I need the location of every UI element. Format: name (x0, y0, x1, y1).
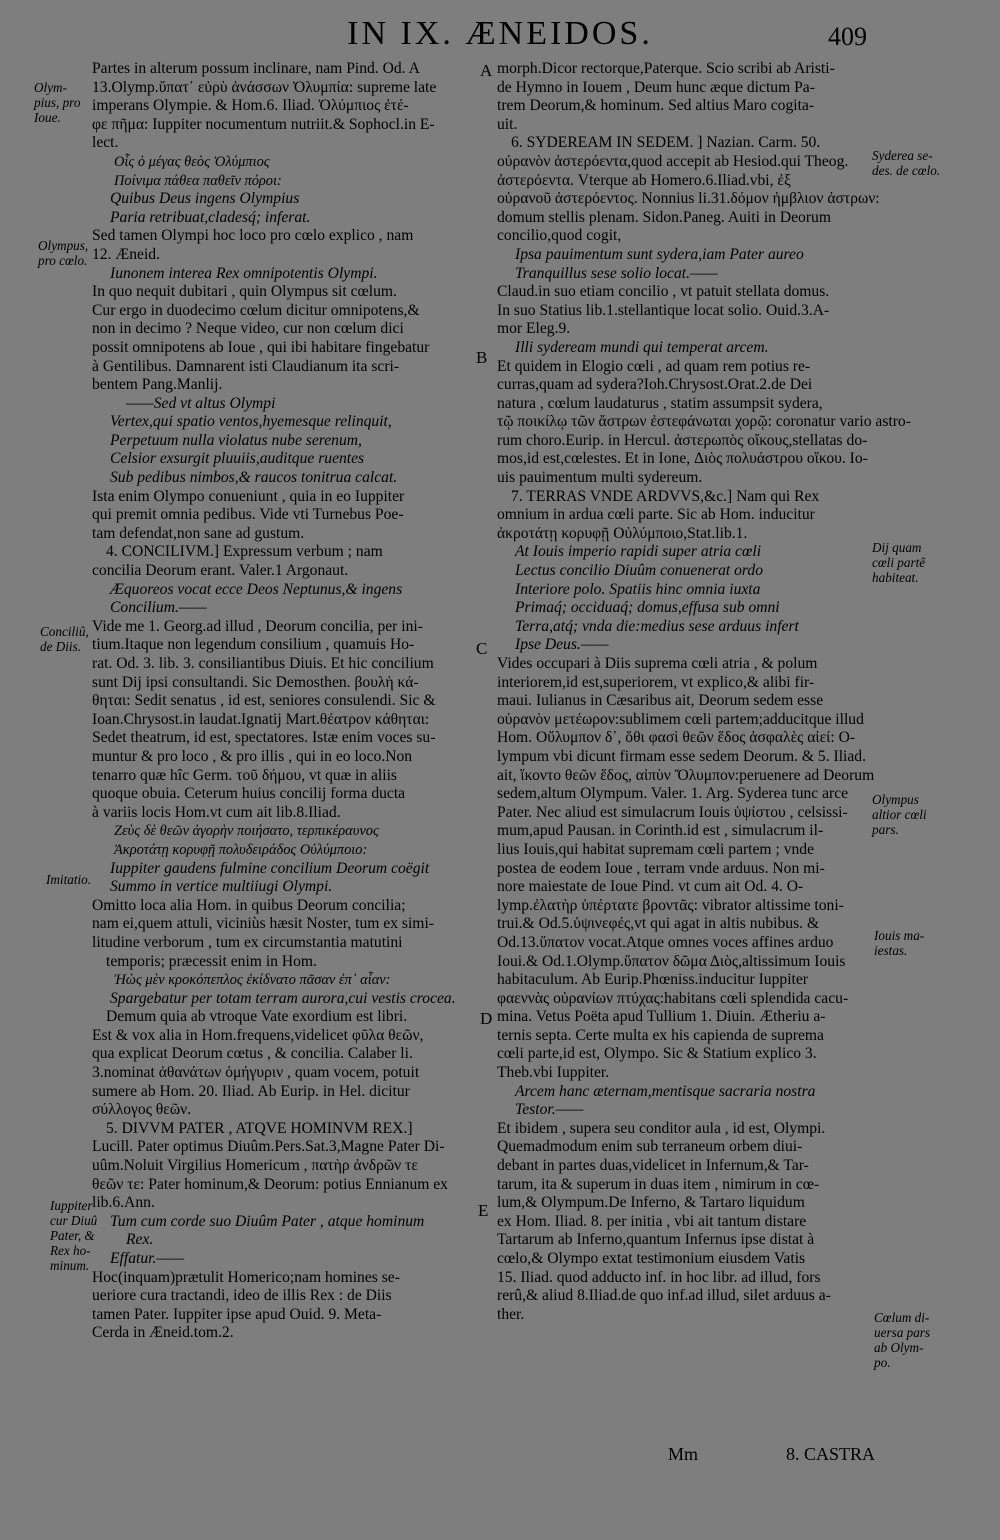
text-line: 15. Iliad. quod adducto inf. in hoc libr. ad illud, fors (497, 1268, 821, 1286)
text-line: Iuppiter gaudens fulmine concilium Deorum coëgit (110, 859, 430, 877)
text-line: Tartarum ab Inferno,quantum Infernus ipse distat à (497, 1231, 815, 1249)
margin-note-line: uersa pars (874, 1325, 931, 1340)
margin-note-line: minum. (50, 1258, 90, 1273)
text-line: Omitto loca alia Hom. in quibus Deorum concilia; (92, 896, 406, 914)
text-line: Tranquillus sese solio locat.—— (515, 264, 718, 282)
text-line: temporis; præcessit enim in Hom. (106, 952, 317, 970)
text-line: mos,id est,cœlestes. Et in Ione, Διὸς πολυάστρου οἴκου. Io- (497, 450, 868, 468)
text-line: Testor.—— (515, 1101, 584, 1119)
running-head: IN IX. ÆNEIDOS. (347, 15, 653, 52)
text-line: Sed tamen Olympi hoc loco pro cœlo explico , nam (92, 227, 414, 245)
text-line: trui.& Od.5.ὑψινεφές,vt qui agat in altis nubibus. & (497, 915, 820, 933)
text-line: Ἠὼς μὲν κροκόπεπλος ἐκίδνατο πᾶσαν ἐπ᾽ αἶαν: (114, 972, 391, 989)
section-letter-b: B (476, 348, 488, 367)
text-line: tium.Itaque non legendum consilium , quamuis Ho- (92, 636, 415, 654)
text-line: concilia Deorum erant. Valer.1 Argonaut. (92, 562, 349, 580)
section-letter-d: D (480, 1009, 493, 1028)
text-line: tamen Pater. Iuppiter ipse apud Ouid. 9. Meta- (92, 1305, 382, 1323)
text-line: rerû,& aliud 8.Iliad.de quo inf.ad illud, silet arduus a- (497, 1287, 831, 1305)
text-line: qui premit omnia pedibus. Vide vti Turnebus Poe- (92, 506, 404, 524)
text-line: Summo in vertice multiiugi Olympi. (110, 878, 333, 896)
text-line: rat. Od. 3. lib. 3. consiliantibus Diuis. Et hic concilium (92, 655, 434, 672)
text-line: 4. CONCILIVM.] Expressum verbum ; nam (106, 543, 383, 561)
text-line: ἀκροτάτῃ κορυφῇ Οὐλύμποιο,Stat.lib.1. (497, 524, 748, 542)
text-line: uis pauimentum multi sydereum. (497, 469, 703, 487)
catchword: 8. CASTRA (786, 1444, 876, 1464)
text-line: debant in partes duas,videlicet in Infernum,& Tar- (497, 1157, 809, 1175)
text-line: non in decimo ? Neque video, cur non cœlum dici (92, 320, 404, 338)
text-line: Ipsa pauimentum sunt sydera,iam Pater aureo (515, 245, 804, 263)
text-line: litudine verborum , tum ex circumstantia matutini (92, 933, 403, 951)
margin-note-left (40, 624, 89, 654)
text-line: à Gentilibus. Damnarent isti Claudianum ita scri- (92, 357, 400, 375)
text-line: Ioan.Chrysost.in laudat.Ignatij Mart.θέατρον κάθηται: (92, 710, 430, 728)
text-line: Perpetuum nulla violatus nube serenum, (110, 431, 362, 449)
text-line: Hoc(inquam)prætulit Homerico;nam homines se- (92, 1268, 400, 1286)
text-line: Arcem hanc æternam,mentisque sacraria nostra (515, 1082, 816, 1100)
text-line: 6. SYDEREAM IN SEDEM. ] Nazian. Carm. 50. (511, 134, 821, 152)
text-line: Lucill. Pater optimus Diuûm.Pers.Sat.3,Magne Pater Di- (92, 1138, 445, 1156)
text-line: Sedet theatrum, id est, spectatores. Istæ enim voces su- (92, 729, 436, 747)
text-line: Ipse Deus.—— (515, 636, 609, 654)
text-line: Lectus concilio Diuûm conuenerat ordo (515, 562, 764, 580)
margin-note-line: Pater, & (50, 1228, 95, 1243)
text-line: Claud.in suo etiam concilio , vt patuit stellata domus. (497, 283, 830, 301)
text-line: morph.Dicor rectorque,Paterque. Scio scribi ab Aristi- (497, 60, 835, 77)
text-line: domum stellis plenam. Sidon.Paneg. Auiti in Deorum (497, 208, 831, 226)
text-line: Pater. Nec aliud est simulacrum Iouis ὑψίστου , celsissi- (497, 803, 848, 821)
margin-note-line: Conciliû, (40, 624, 89, 639)
text-line: quoque obuia. Ceterum huius concilij forma ducta (92, 785, 406, 803)
text-line: tam defendat,non sane ad gustum. (92, 524, 305, 542)
text-line: natura , cœlum laudaturus , statim assumpsit sydera, (497, 394, 823, 412)
margin-note-right (872, 792, 927, 837)
margin-note-line: des. de cœlo. (872, 163, 941, 178)
text-line: Æquoreos vocat ecce Deos Neptunus,& ingens (110, 580, 403, 598)
text-line: φε πῆμα: Iuppiter nocumentum nutriit.& Sophocl.in E- (92, 115, 435, 133)
text-line: mum,apud Pausan. in Corinth.id est , simulacrum il- (497, 822, 824, 840)
text-line: θηται: Sedit senatus , id est, seniores consulendi. Sic & (92, 692, 436, 710)
text-line: 3.nominat ἀθανάτων ὁμήγυριν , quam vocem, potuit (92, 1064, 420, 1082)
text-line: cœli parte,id est, Olympo. Sic & Statium explico 3. (497, 1045, 817, 1063)
text-line: curras,quam ad sydera?Ioh.Chrysost.Orat.2.de Dei (497, 376, 813, 394)
margin-note-line: pro cœlo. (38, 253, 88, 268)
text-line: imperans Olympie. & Hom.6. Iliad. Ὀλύμπιος ἐτέ- (92, 97, 409, 115)
text-line: mina. Vetus Poëta apud Tullium 1. Diuin. Ætheriu a- (497, 1008, 826, 1026)
text-line: Quemadmodum enim sub terraneum orbem diui- (497, 1138, 803, 1156)
margin-note-left (50, 1198, 97, 1273)
text-line: ——Sed vt altus Olympi (126, 394, 276, 412)
text-line: φαεννὰς οὐρανίων πτύχας:habitans cœli splendida cacu- (497, 989, 849, 1007)
margin-note-line: pars. (872, 822, 899, 837)
text-line: nam ei,quem attuli, viciniùs hæsit Noster, tum ex simi- (92, 915, 434, 933)
text-line: Et ibidem , supera seu conditor aula , id est, Olympi. (497, 1119, 826, 1137)
text-line: Theb.vbi Iuppiter. (497, 1064, 610, 1082)
margin-note-line: Olym- (34, 80, 67, 95)
text-line: de Hymno in Iouem , Deum hunc æque dictum Pa- (497, 78, 815, 96)
text-line: Hom. Οὔλυμπον δ᾽, ὅθι φασὶ θεῶν ἕδος ἀσφαλὲς αἰεί: O- (497, 729, 856, 747)
margin-note-right (872, 148, 940, 178)
margin-note-right (874, 928, 924, 958)
text-line: Illi sydeream mundi qui temperat arcem. (515, 338, 769, 356)
text-line: concilio,quod cogit, (497, 227, 622, 245)
text-line: postea de eodem Ioue , terram vnde arduus. Non mi- (497, 859, 825, 877)
text-line: tenarro quæ hîc Germ. τοῦ δήμου, vt quæ in aliis (92, 766, 397, 784)
text-line: possit omnipotens ab Ioue , qui ibi habitare fingebatur (92, 338, 430, 356)
text-line: σύλλογος θεῶν. (92, 1101, 192, 1119)
margin-note-line: cur Diuû (50, 1213, 98, 1228)
section-letter-c: C (476, 639, 488, 658)
text-line: lius Iouis,qui habitat supremam cœli partem ; vnde (497, 840, 815, 858)
margin-note-left (38, 238, 88, 268)
text-line: ther. (497, 1305, 525, 1323)
text-line: θεῶν τε: Pater hominum,& Deorum: potius Ennianum ex (92, 1175, 448, 1193)
text-line: Concilium.—— (110, 599, 207, 617)
text-line: uit. (497, 115, 518, 133)
text-line: τῷ ποικίλῳ τῶν ἄστρων ἐστεφάνωται χορῷ: coronatur vario astro- (497, 413, 911, 431)
text-line: Interiore polo. Spatiis hinc omnia iuxta (515, 580, 761, 598)
margin-note-right (872, 540, 925, 585)
text-line: Ποίνιμα πάθεα παθεῖν πόροι: (114, 172, 282, 189)
text-line: Tum cum corde suo Diuûm Pater , atque hominum (110, 1212, 425, 1230)
text-line: ait, ἵκοντο θεῶν ἕδος, αἰπὺν Ὄλυμπον:peruenere ad Deorum (497, 766, 875, 784)
text-line: Quibus Deus ingens Olympius (110, 190, 300, 208)
text-line: οὐρανοῦ ἀστερόεντος. Nonnius li.31.δόμον ἠμβλιον ἀστρων: (497, 190, 880, 208)
margin-note-line: Ioue. (34, 110, 61, 125)
margin-note-line: altior cœli (872, 807, 927, 822)
text-line: Rex. (126, 1231, 154, 1249)
text-line: In suo Statius lib.1.stellantique locat solio. Ouid.3.A- (497, 301, 830, 319)
text-line: In quo nequit dubitari , quin Olympus sit cœlum. (92, 283, 397, 301)
text-line: 12. Æneid. (92, 245, 161, 263)
text-line: Spargebatur per totam terram aurora,cui vestis crocea. (110, 989, 456, 1007)
text-line: à variis locis Hom.vt cum ait lib.8.Iliad. (92, 803, 341, 821)
text-line: Οἷς ὁ μέγας θεὸς Ὀλύμπιος (114, 153, 270, 170)
text-line: bentem Pang.Manlij. (92, 376, 223, 394)
margin-note-line: de Diis. (40, 639, 82, 654)
text-line: Iunonem interea Rex omnipotentis Olympi. (110, 264, 378, 282)
section-letter-e: E (478, 1201, 489, 1220)
text-line: Cerda in Æneid.tom.2. (92, 1324, 234, 1342)
text-line: omnium in ardua cœli parte. Sic ab Hom. inducitur (497, 506, 815, 524)
text-line: lymp.ἐλατὴρ ὑπέρτατε βροντᾶς: vibrator altissime toni- (497, 896, 844, 914)
margin-note-line: Iuppiter (50, 1198, 93, 1213)
text-line: muntur & pro loco , & pro illis , qui in eo loco.Non (92, 747, 413, 765)
text-line: ternis septa. Certe multa ex his capienda de suprema (497, 1026, 824, 1044)
margin-note-line: cœli partê (872, 555, 926, 570)
text-line: sedem,altum Olympum. Valer. 1. Arg. Syderea tunc arce (497, 785, 849, 803)
text-line: οὐρανὸν ἀστερόεντα,quod accepit ab Hesiod.qui Theog. (497, 152, 849, 170)
text-line: 7. TERRAS VNDE ARDVVS,&c.] Nam qui Rex (511, 487, 820, 505)
text-line: Vides occupari à Diis suprema cœli atria , & polum (497, 655, 818, 672)
text-line: Primaq́; occiduaq́; domus,effusa sub omni (515, 599, 780, 617)
text-line: Od.13.ὕπατον vocat.Atque omnes voces affines arduo (497, 933, 834, 951)
text-line: qua explicat Deorum cœtus , & concilia. Calaber li. (92, 1045, 413, 1063)
text-line: Demum quia ab vtroque Vate exordium est libri. (106, 1008, 408, 1026)
text-line: interiorem,id est,superiorem, vt explico,& alibi fir- (497, 673, 815, 691)
text-line: 5. DIVVM PATER , ATQVE HOMINVM REX.] (106, 1119, 413, 1137)
text-line: Effatur.—— (110, 1250, 185, 1267)
margin-note-left (34, 80, 80, 125)
margin-note-line: iestas. (874, 943, 908, 958)
text-line: mor Eleg.9. (497, 320, 571, 338)
margin-note-line: Rex ho- (50, 1243, 91, 1258)
text-line: Ἀκροτάτῃ κορυφῇ πολυδειράδος Οὐλύμποιο: (114, 841, 368, 858)
text-line: lib.6.Ann. (92, 1194, 155, 1212)
text-line: Ζεὺς δὲ θεῶν ἀγορὴν ποιήσατο, τερπικέραυνος (114, 823, 379, 840)
margin-note-line: Olympus (872, 792, 919, 807)
margin-note-line: habiteat. (872, 570, 919, 585)
text-line: Vertex,qui spatio ventos,hyemesque relinquit, (110, 413, 392, 431)
text-line: Est & vox alia in Hom.frequens,videlicet φῦλα θεῶν, (92, 1026, 424, 1044)
text-line: ueriore cura tractandi, ideo de illis Rex : de Diis (92, 1287, 392, 1305)
text-line: ex Hom. Iliad. 8. per initia , vbi ait tantum distare (497, 1212, 807, 1230)
text-line: Terra,atq́; vnda die:medius sese arduus infert (515, 617, 799, 635)
text-line: Ista enim Olympo conueniunt , quia in eo Iuppiter (92, 487, 405, 505)
text-line: nore maiestate de Ioue Pind. vt cum ait Od. 4. O- (497, 878, 804, 896)
text-line: maui. Iulianus in Cæsaribus ait, Deorum sedem esse (497, 692, 824, 710)
signature-mark: Mm (668, 1444, 699, 1464)
margin-note-line: Imitatio. (46, 872, 92, 887)
text-line: lum,& Olympum.De Inferno, & Tartaro liquidum (497, 1194, 805, 1212)
text-line: rum choro.Eurip. in Hercul. ἀστερωπὸς οἴκους,stellatas do- (497, 431, 868, 449)
text-line: Ioui.& Od.1.Olymp.ὕπατον δῶμα Διὸς,altissimum Iouis (497, 952, 846, 970)
text-line: uûm.Noluit Virgilius Homericum , πατὴρ ἀνδρῶν τε (92, 1157, 418, 1175)
left-column (92, 60, 488, 1343)
text-line: lympum vbi dicunt firmam esse sedem Deorum. & 5. Iliad. (497, 747, 866, 765)
margin-note-line: Syderea se- (872, 148, 933, 163)
text-line: habitaculum. Ab Eurip.Phœniss.inducitur Iuppiter (497, 971, 808, 989)
text-line: Celsior exsurgit pluuiis,auditque ruentes (110, 450, 365, 468)
margin-note-left (46, 872, 91, 887)
margin-note-line: Iouis ma- (874, 928, 925, 943)
text-line: At Iouis imperio rapidi super atria cœli (515, 543, 762, 561)
section-letter-a: A (480, 61, 493, 80)
text-line: trem Deorum,& hominum. Sed altius Maro cogita- (497, 97, 815, 115)
text-line: sumere ab Hom. 20. Iliad. Ab Eurip. in Hel. dicitur (92, 1082, 410, 1100)
text-line: ἀστερόεντα. Vterque ab Homero.6.Iliad.vbi, ἐξ (497, 171, 791, 189)
text-line: Et quidem in Elogio cœli , ad quam rem potius re- (497, 357, 811, 375)
text-line: 13.Olymp.ὕπατ᾽ εὐρὺ ἀνάσσων Ὀλυμπία: supreme late (92, 78, 437, 96)
text-line: Cur ergo in duodecimo cœlum dicitur omnipotens,& (92, 301, 420, 319)
text-line: Sub pedibus nimbos,& raucos tonitrua calcat. (110, 469, 398, 487)
margin-note-line: Cœlum di- (874, 1310, 930, 1325)
text-line: tarum, ita & superum in duas item , nimirum in cœ- (497, 1175, 820, 1193)
margin-note-line: pius, pro (34, 95, 81, 110)
page-number: 409 (828, 22, 867, 51)
text-line: οὐρανὸν μετέωρον:sublimem cœli partem;adducitque illud (497, 710, 864, 728)
text-line: lect. (92, 134, 119, 152)
margin-note-line: ab Olym- (874, 1340, 924, 1355)
margin-note-line: po. (874, 1355, 891, 1370)
text-line: Vide me 1. Georg.ad illud , Deorum concilia, per ini- (92, 617, 423, 635)
text-line: sunt Dij ipsi consultandi. Sic Demosthen. βουλὴ κά- (92, 673, 419, 691)
margin-note-right (874, 1310, 930, 1370)
margin-note-line: Dij quam (872, 540, 922, 555)
text-line: Partes in alterum possum inclinare, nam Pind. Od. A (92, 60, 420, 77)
text-line: cœlo,& Olympo extat testimonium eiusdem Vatis (497, 1250, 806, 1267)
margin-note-line: Olympus, (38, 238, 89, 253)
text-line: Paria retribuat,cladesq́; inferat. (110, 208, 311, 226)
